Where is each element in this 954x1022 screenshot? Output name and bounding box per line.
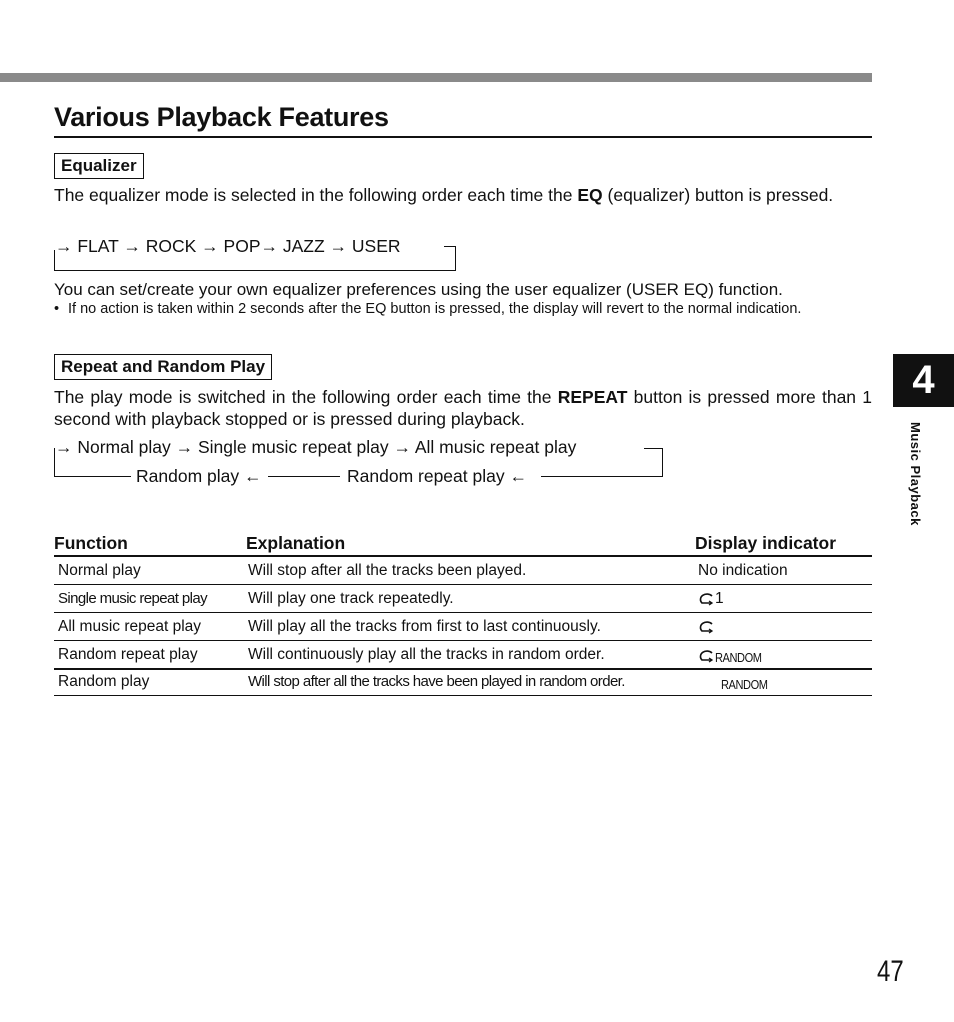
eq-loop-right bbox=[455, 246, 456, 271]
repeat-all-icon bbox=[698, 647, 714, 665]
explanation-cell: Will play one track repeatedly. bbox=[248, 590, 454, 607]
eq-timeout-note-text: If no action is taken within 2 seconds after the EQ button is pressed, the display will revert to the normal indication. bbox=[68, 301, 802, 317]
explanation-cell: Will stop after all the tracks have been played in random order. bbox=[248, 673, 625, 690]
chapter-tab: 4 bbox=[893, 354, 954, 407]
equalizer-sequence: → FLAT → ROCK → POP→ JAZZ → USER bbox=[55, 236, 401, 256]
table-header-display-indicator: Display indicator bbox=[695, 533, 837, 553]
function-cell: Random repeat play bbox=[58, 646, 198, 663]
equalizer-section-label: Equalizer bbox=[54, 153, 144, 179]
bullet: • bbox=[54, 301, 60, 317]
page-number: 47 bbox=[877, 955, 904, 988]
table-row bbox=[54, 557, 872, 585]
repeat-sequence-top: → Normal play → Single music repeat play → All music repeat play bbox=[55, 437, 577, 457]
repeat-loop-bottom-right bbox=[541, 476, 663, 477]
repeat-loop-left bbox=[54, 448, 55, 477]
table-row bbox=[54, 613, 872, 641]
equalizer-intro-text: The equalizer mode is selected in the following order each time the bbox=[54, 185, 578, 205]
table-row bbox=[54, 585, 872, 613]
indicator-cell bbox=[698, 590, 724, 608]
random-repeat-play-step: Random repeat play ← bbox=[347, 466, 527, 486]
equalizer-intro bbox=[54, 184, 872, 206]
top-gray-bar bbox=[0, 73, 872, 82]
repeat-intro-text-end: button is pressed more than 1 second with playback stopped or is pressed during playback. bbox=[54, 387, 873, 429]
repeat-one-icon bbox=[698, 590, 714, 608]
indicator-cell bbox=[698, 618, 714, 636]
eq-timeout-note bbox=[54, 300, 872, 319]
indicator-cell: No indication bbox=[698, 562, 788, 579]
table-header-function: Function bbox=[54, 533, 128, 553]
table-row bbox=[54, 641, 872, 670]
random-indicator: RANDOM bbox=[721, 677, 768, 692]
repeat-loop-top bbox=[644, 448, 662, 449]
table-header-explanation: Explanation bbox=[246, 533, 346, 553]
repeat-loop-right bbox=[662, 448, 663, 477]
random-indicator: RANDOM bbox=[715, 650, 762, 665]
function-cell: Single music repeat play bbox=[58, 590, 208, 607]
table-row bbox=[54, 668, 872, 696]
title-underline bbox=[54, 136, 872, 138]
eq-loop-bottom bbox=[54, 270, 456, 271]
repeat-loop-bottom-mid bbox=[268, 476, 340, 477]
random-play-step: Random play ← bbox=[136, 466, 262, 486]
function-cell: All music repeat play bbox=[58, 618, 202, 635]
repeat-button-name: REPEAT bbox=[557, 387, 628, 407]
explanation-cell: Will stop after all the tracks been played. bbox=[248, 562, 527, 579]
repeat-one-number: 1 bbox=[715, 590, 724, 607]
indicator-cell bbox=[698, 646, 770, 665]
page-title: Various Playback Features bbox=[54, 102, 389, 132]
eq-button-name: EQ bbox=[577, 185, 603, 205]
function-cell: Random play bbox=[58, 673, 150, 690]
eq-loop-top bbox=[444, 246, 456, 247]
repeat-intro bbox=[54, 386, 872, 430]
user-eq-note: You can set/create your own equalizer preferences using the user equalizer (USER EQ) function. bbox=[54, 280, 783, 299]
repeat-intro-text: The play mode is switched in the following order each time the bbox=[54, 387, 558, 407]
chapter-label: Music Playback bbox=[908, 422, 923, 526]
explanation-cell: Will continuously play all the tracks in random order. bbox=[248, 646, 605, 663]
repeat-section-label: Repeat and Random Play bbox=[54, 354, 272, 380]
equalizer-intro-text-end: (equalizer) button is pressed. bbox=[602, 185, 834, 205]
indicator-cell bbox=[721, 673, 776, 692]
function-cell: Normal play bbox=[58, 562, 141, 579]
eq-loop-left bbox=[54, 250, 55, 271]
explanation-cell: Will play all the tracks from first to last continuously. bbox=[248, 618, 601, 635]
repeat-loop-bottom-left bbox=[54, 476, 131, 477]
repeat-all-icon bbox=[698, 618, 714, 636]
